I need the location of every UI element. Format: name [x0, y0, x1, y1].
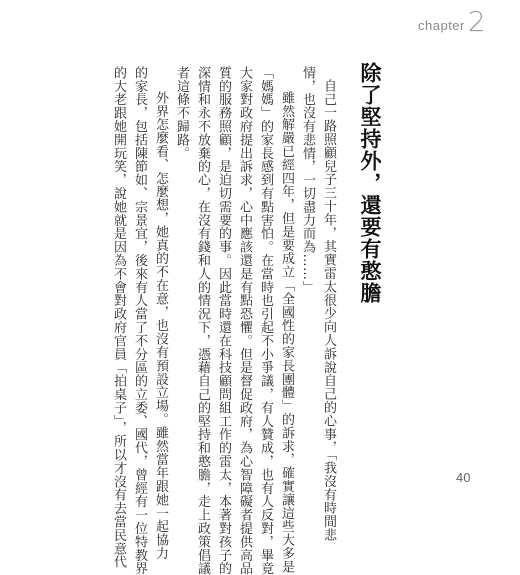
chapter-label: chapter — [418, 18, 465, 33]
text-line: 質的服務照顧，是迫切需要的事。因此當時還在科技顧問組工作的雷太，本著對孩子的 — [216, 66, 231, 575]
text-line: 者這條不歸路。 — [174, 66, 189, 160]
chapter-marker — [418, 5, 486, 38]
text-line: 自己一路照顧兒子三十年，其實雷太很少向人訴說自己的心事，「我沒有時間悲 — [321, 79, 336, 542]
page-number: 40 — [456, 470, 471, 485]
section-heading: 除了堅持外，還要有憨膽 — [358, 62, 382, 304]
text-line: 深情和永不放棄的心，在沒有錢和人的情況下，憑藉自己的堅持和憨膽，走上政策倡議 — [195, 66, 210, 575]
text-line: 外界怎麼看、怎麼想，她真的不在意，也沒有預設立場。雖然當年跟她一起協力 — [153, 91, 168, 560]
chapter-number: 2 — [467, 5, 486, 38]
text-line: 大家對政府提出訴求，心中應該還是有點恐懼。但是督促政府，為心智障礙者提供高品 — [237, 66, 252, 575]
text-line: 「媽媽」的家長感到有點害怕。在當時也引起不小爭議，有人贊成，也有人反對，畢竟 — [258, 66, 273, 575]
text-line: 情，也沒有悲情，一切盡力而為……」 — [300, 66, 315, 294]
text-line: 的大老跟她開玩笑，說她就是因為不會對政府官員「拍桌子」，所以才沒有去當民意代 — [111, 66, 126, 569]
text-line: 雖然解嚴已經四年，但是要成立「全國性的家長團體」的訴求，確實讓這些大多是 — [279, 91, 294, 574]
text-line: 的家長，包括陳節如、宗景宜，後來有人當了不分區的立委、國代，曾經有一位特教界 — [132, 66, 147, 575]
